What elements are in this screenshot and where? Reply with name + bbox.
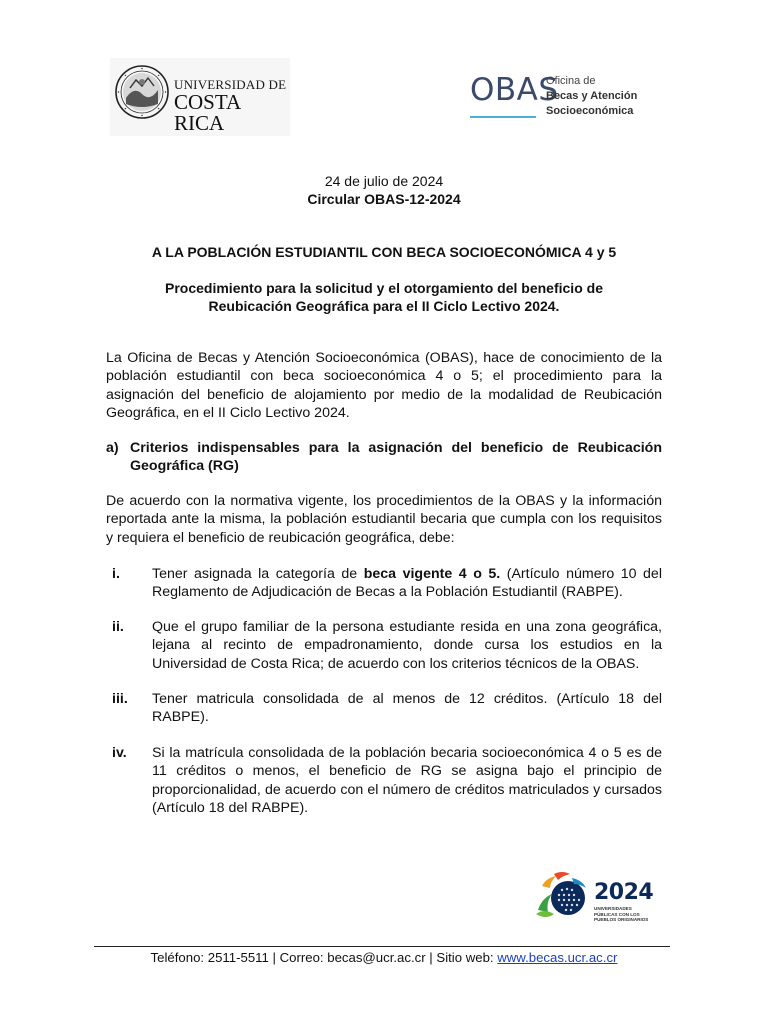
intro-paragraph: La Oficina de Becas y Atención Socioeconómica (OBAS), hace de conocimiento de la población estudiantil con beca socioeconómica 4 o 5; el procedimiento para la asignación del beneficio de alojamiento por medio de la modalidad de Reubicación Geográfica, en el II Ciclo Lectivo 2024. [106,350,662,422]
circular-number: Circular OBAS-12-2024 [307,191,461,207]
list-item-text: Tener asignada la categoría de beca vigente 4 o 5. (Artículo número 10 del Reglamento de Adjudicación de Becas a la Población Estudiantil (RABPE). [152,566,662,601]
section-intro-paragraph: De acuerdo con la normativa vigente, los procedimientos de la OBAS y la información reportada ante la misma, la población estudiantil becaria que cumpla con los requisitos y requiera el beneficio de reubicación geográfica, debe: [106,493,662,546]
badge-line3: PUEBLOS ORIGINARIOS [594,917,649,923]
badge-line1: UNIVERSIDADES [594,906,632,911]
list-item-text: Tener matricula consolidada de al menos de 12 créditos. (Artículo 18 del RABPE). [152,691,662,726]
obas-name-line2: Becas y Atención [546,90,638,102]
badge-year: 2024 [594,880,654,905]
audience-heading: A LA POBLACIÓN ESTUDIANTIL CON BECA SOCIOECONÓMICA 4 y 5 [151,244,617,260]
obas-full-name [546,74,637,119]
list-item-number: ii. [112,619,124,635]
section-title: Criterios indispensables para la asignación del beneficio de Reubicación Geográfica (RG) [130,440,662,475]
subject-line-1: Procedimiento para la solicitud y el otorgamiento del beneficio de [165,280,603,296]
list-item [112,744,662,818]
list-item [112,565,662,602]
letterhead [0,58,768,138]
document-date: 24 de julio de 2024 [324,173,444,189]
list-item-text: Si la matrícula consolidada de la población becaria socioeconómica 4 o 5 es de 11 créditos o menos, el beneficio de RG se asigna bajo el principio de proporcionalidad, de acuerdo con el número de créditos matriculados y cursados (Artículo 18 del RABPE). [152,745,662,817]
universidades-2024-logo [532,868,662,928]
badge-line2: PÚBLICAS CON LOS [594,911,640,917]
footer-divider [94,946,670,947]
section-a-heading [106,439,662,476]
obas-acronym: OBAS [470,72,559,108]
list-item-number: iv. [112,745,127,761]
ucr-name-line2: COSTA RICA [174,90,241,135]
badge-tagline [594,906,648,923]
ucr-seal-icon [114,64,170,120]
obas-name-line3: Socioeconómica [546,105,634,117]
ucr-wordmark [174,78,290,134]
list-item [112,690,662,727]
footer-contact-text: Teléfono: 2511-5511 | Correo: becas@ucr.ac.cr | Sitio web: [150,950,498,965]
section-label: a) [106,440,119,456]
ucr-logo [110,58,290,136]
list-item [112,618,662,673]
list-item-number: i. [112,566,120,582]
obas-name-line1: Oficina de [546,75,596,87]
list-item-number: iii. [112,691,128,707]
footer-contact [0,950,768,966]
obas-underline [470,116,536,118]
list-item-emphasis: beca vigente 4 o 5. [363,566,501,582]
subject-line-2: Reubicación Geográfica para el II Ciclo Lectivo 2024. [208,298,560,314]
obas-logo [470,66,660,126]
globe-dots-icon [532,868,592,928]
website-link[interactable]: www.becas.ucr.ac.cr [497,950,618,965]
list-item-text: Que el grupo familiar de la persona estudiante resida en una zona geográfica, lejana al recinto de empadronamiento, donde cursa los estudios en la Universidad de Costa Rica; de acuerdo con los criterios técnicos de la OBAS. [152,619,662,672]
ucr-name-line1: UNIVERSIDAD DE [174,77,287,92]
